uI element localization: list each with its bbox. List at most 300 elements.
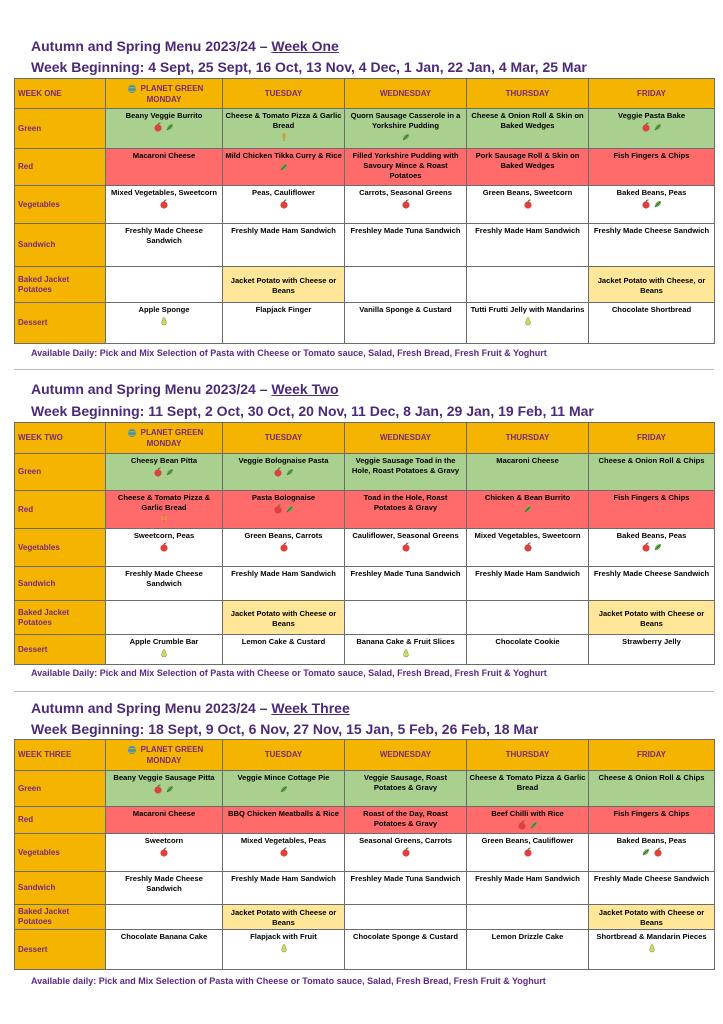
day-header-tuesday: [223, 423, 345, 454]
dish-name: Shortbread & Mandarin Pieces: [596, 932, 707, 941]
dish-name: [108, 916, 220, 918]
menu-row-baked-jacket-potatoes: [15, 905, 715, 930]
menu-cell: [589, 109, 715, 149]
dish-name: Cheese & Tomato Pizza & Garlic Bread: [225, 111, 342, 130]
menu-row-baked-jacket-potatoes: [15, 267, 715, 303]
menu-cell: [467, 529, 589, 567]
dish-name: Toad in the Hole, Roast Potatoes & Gravy: [363, 493, 448, 512]
menu-cell: [106, 930, 223, 970]
dish-name: Jacket Potato with Cheese or Beans: [598, 608, 705, 628]
available-daily-note: Available daily: Pick and Mix Selection of Pasta with Cheese or Tomato sauce, Salad, Fresh Bread, Fresh Fruit & Yoghurt: [31, 976, 546, 986]
dish-name: Lemon Cake & Custard: [241, 637, 326, 646]
menu-cell: [589, 905, 715, 930]
menu-cell: [106, 454, 223, 491]
apple-icon: [523, 847, 533, 857]
leaf-icon: [401, 132, 411, 142]
apple-icon: [153, 784, 163, 794]
week-name: Week Three: [271, 700, 350, 716]
dish-name: Freshly Made Ham Sandwich: [231, 874, 336, 883]
dietary-icons: [108, 199, 220, 209]
menu-cell: [223, 149, 345, 186]
header-label: WEDNESDAY: [379, 750, 432, 759]
dish-name: Freshly Made Cheese Sandwich: [593, 874, 710, 883]
menu-row-green: [15, 454, 715, 491]
dietary-icons: [108, 467, 220, 477]
day-header-planet-green-monday: [106, 79, 223, 109]
menu-cell: [467, 186, 589, 224]
menu-row-green: [15, 771, 715, 807]
menu-cell: [467, 807, 589, 834]
row-label: Green: [15, 109, 106, 149]
row-label: Vegetables: [15, 186, 106, 224]
dish-name: Cheese & Onion Roll & Skin on Baked Wedges: [471, 111, 584, 130]
menu-cell: [223, 303, 345, 344]
header-label: THURSDAY: [505, 433, 550, 442]
dietary-icons: [108, 648, 220, 658]
dietary-icons: [469, 542, 586, 552]
menu-title: Autumn and Spring Menu 2023/24 –: [31, 700, 272, 716]
apple-icon: [159, 847, 169, 857]
dish-name: Freshly Made Cheese Sandwich: [593, 569, 710, 578]
menu-cell: [106, 872, 223, 905]
menu-row-sandwich: [15, 224, 715, 267]
menu-cell: [589, 454, 715, 491]
apple-icon: [523, 542, 533, 552]
dish-name: Cheese & Onion Roll & Chips: [598, 456, 705, 465]
menu-cell: [106, 567, 223, 601]
day-header-tuesday: [223, 740, 345, 771]
leaf-icon: [653, 122, 663, 132]
week-title: [31, 700, 350, 716]
dish-name: Cheesy Bean Pitta: [130, 456, 198, 465]
menu-title: Autumn and Spring Menu 2023/24 –: [31, 38, 272, 54]
dietary-icons: [225, 162, 342, 172]
menu-cell: [106, 529, 223, 567]
week-title: [31, 381, 339, 397]
menu-row-red: [15, 807, 715, 834]
dish-name: Tutti Frutti Jelly with Mandarins: [470, 305, 585, 314]
menu-cell: [106, 303, 223, 344]
row-label: Green: [15, 454, 106, 491]
menu-cell: [106, 109, 223, 149]
row-label: Dessert: [15, 930, 106, 970]
dish-name: [469, 284, 586, 286]
dietary-icons: [469, 847, 586, 857]
divider: [14, 369, 714, 370]
day-header-wednesday: [345, 79, 467, 109]
menu-cell: [589, 267, 715, 303]
menu-row-vegetables: [15, 529, 715, 567]
leaf-icon: [653, 542, 663, 552]
day-header-wednesday: [345, 740, 467, 771]
dish-name: Seasonal Greens, Carrots: [359, 836, 452, 845]
dietary-icons: [591, 847, 712, 857]
dish-name: Baked Beans, Peas: [616, 188, 687, 197]
dish-name: Mild Chicken Tikka Curry & Rice: [225, 151, 342, 160]
menu-cell: [345, 930, 467, 970]
menu-row-sandwich: [15, 567, 715, 601]
dietary-icons: [108, 514, 220, 524]
menu-cell: [589, 872, 715, 905]
dish-name: Freshly Made Cheese Sandwich: [593, 226, 710, 235]
leaf-icon: [279, 162, 289, 172]
menu-cell: [345, 267, 467, 303]
menu-cell: [106, 186, 223, 224]
dietary-icons: [347, 542, 464, 552]
menu-cell: [467, 872, 589, 905]
menu-cell: [345, 303, 467, 344]
menu-cell: [467, 267, 589, 303]
menu-row-vegetables: [15, 186, 715, 224]
menu-cell: [467, 567, 589, 601]
menu-cell: [223, 224, 345, 267]
dish-name: Quorn Sausage Casserole in a Yorkshire Pudding: [350, 111, 461, 130]
menu-row-vegetables: [15, 834, 715, 872]
dish-name: Banana Cake & Fruit Slices: [356, 637, 455, 646]
menu-cell: [223, 109, 345, 149]
dish-name: Sweetcorn: [144, 836, 184, 845]
dish-name: Freshly Made Ham Sandwich: [231, 226, 336, 235]
week-label: [15, 423, 106, 454]
dish-name: Veggie Bolognaise Pasta: [238, 456, 329, 465]
apple-icon: [279, 199, 289, 209]
dish-name: Flapjack Finger: [255, 305, 312, 314]
week-name: Week One: [271, 38, 339, 54]
dish-name: Carrots, Seasonal Greens: [359, 188, 452, 197]
menu-row-red: [15, 491, 715, 529]
menu-cell: [589, 149, 715, 186]
leaf-icon: [653, 199, 663, 209]
menu-cell: [345, 491, 467, 529]
menu-title: Autumn and Spring Menu 2023/24 –: [31, 381, 272, 397]
dietary-icons: [225, 467, 342, 477]
header-label: THURSDAY: [505, 750, 550, 759]
week-label: [15, 740, 106, 771]
menu-cell: [223, 771, 345, 807]
header-label: WEDNESDAY: [379, 433, 432, 442]
dish-name: Green Beans, Cauliflower: [481, 836, 574, 845]
apple-icon: [159, 199, 169, 209]
dietary-icons: [108, 316, 220, 326]
dish-name: Chocolate Shortbread: [611, 305, 692, 314]
dish-name: Jacket Potato with Cheese or Beans: [230, 275, 337, 295]
dietary-icons: [591, 199, 712, 209]
dietary-icons: [469, 316, 586, 326]
menu-cell: [345, 149, 467, 186]
dietary-icons: [469, 199, 586, 209]
menu-cell: [345, 567, 467, 601]
menu-cell: [223, 930, 345, 970]
leaf-icon: [529, 820, 539, 830]
dish-name: Freshley Made Tuna Sandwich: [350, 226, 461, 235]
day-header-friday: [589, 79, 715, 109]
dish-name: Fish Fingers & Chips: [613, 809, 690, 818]
pear-icon: [523, 316, 533, 326]
menu-row-baked-jacket-potatoes: [15, 601, 715, 635]
dish-name: Veggie Mince Cottage Pie: [237, 773, 330, 782]
dish-name: BBQ Chicken Meatballs & Rice: [228, 809, 339, 818]
menu-cell: [345, 635, 467, 665]
menu-row-green: [15, 109, 715, 149]
pear-icon: [159, 648, 169, 658]
row-label: Sandwich: [15, 567, 106, 601]
menu-cell: [223, 905, 345, 930]
dish-name: Chocolate Banana Cake: [120, 932, 208, 941]
menu-cell: [345, 224, 467, 267]
menu-cell: [345, 454, 467, 491]
day-header-planet-green-monday: [106, 740, 223, 771]
row-label: Sandwich: [15, 872, 106, 905]
dish-name: Cauliflower, Seasonal Greens: [352, 531, 459, 540]
dish-name: Mixed Vegetables, Sweetcorn: [474, 531, 581, 540]
leaf-icon: [641, 847, 651, 857]
menu-cell: [106, 807, 223, 834]
header-label: WEEK THREE: [18, 750, 72, 759]
apple-icon: [523, 199, 533, 209]
leaf-icon: [285, 467, 295, 477]
planet-icon: [125, 427, 139, 439]
menu-cell: [106, 601, 223, 635]
pear-icon: [401, 648, 411, 658]
apple-icon: [653, 847, 663, 857]
header-label: TUESDAY: [264, 433, 303, 442]
dietary-icons: [469, 820, 586, 830]
header-label: TUESDAY: [264, 88, 303, 98]
wheat-icon: [279, 132, 289, 142]
menu-cell: [467, 905, 589, 930]
row-label: Vegetables: [15, 529, 106, 567]
dish-name: Mixed Vegetables, Peas: [240, 836, 327, 845]
header-label: PLANET GREEN MONDAY: [140, 83, 204, 104]
leaf-icon: [165, 467, 175, 477]
apple-icon: [517, 820, 527, 830]
dish-name: Veggie Pasta Bake: [617, 111, 686, 120]
dietary-icons: [225, 542, 342, 552]
row-label: Dessert: [15, 635, 106, 665]
week-label: [15, 79, 106, 109]
row-label: Red: [15, 491, 106, 529]
menu-cell: [589, 807, 715, 834]
day-header-friday: [589, 423, 715, 454]
dish-name: [469, 916, 586, 918]
dish-name: Apple Sponge: [138, 305, 190, 314]
header-label: WEEK TWO: [18, 433, 63, 442]
dish-name: [347, 617, 464, 619]
week-beginning: Week Beginning: 18 Sept, 9 Oct, 6 Nov, 27 Nov, 15 Jan, 5 Feb, 26 Feb, 18 Mar: [31, 721, 539, 737]
dietary-icons: [591, 943, 712, 953]
menu-cell: [223, 872, 345, 905]
dish-name: Chocolate Cookie: [495, 637, 560, 646]
dish-name: Jacket Potato with Cheese or Beans: [230, 608, 337, 628]
dish-name: Cheese & Tomato Pizza & Garlic Bread: [469, 773, 586, 792]
dish-name: Freshley Made Tuna Sandwich: [350, 874, 461, 883]
menu-cell: [223, 454, 345, 491]
menu-cell: [223, 807, 345, 834]
apple-icon: [153, 122, 163, 132]
row-label: Red: [15, 149, 106, 186]
dish-name: Cheese & Tomato Pizza & Garlic Bread: [117, 493, 211, 512]
leaf-icon: [165, 784, 175, 794]
dish-name: Fish Fingers & Chips: [613, 493, 690, 502]
menu-cell: [589, 930, 715, 970]
day-header-thursday: [467, 423, 589, 454]
week-name: Week Two: [271, 381, 339, 397]
menu-cell: [223, 529, 345, 567]
available-daily-note: Available Daily: Pick and Mix Selection of Pasta with Cheese or Tomato sauce, Salad, Fresh Bread, Fresh Fruit & Yoghurt: [31, 668, 547, 678]
dish-name: Lemon Drizzle Cake: [491, 932, 564, 941]
menu-cell: [589, 567, 715, 601]
menu-cell: [345, 109, 467, 149]
menu-cell: [106, 635, 223, 665]
dish-name: Baked Beans, Peas: [616, 531, 687, 540]
apple-icon: [401, 542, 411, 552]
week-beginning: Week Beginning: 11 Sept, 2 Oct, 30 Oct, 20 Nov, 11 Dec, 8 Jan, 29 Jan, 19 Feb, 11 Mar: [31, 403, 594, 419]
dish-name: Jacket Potato with Cheese, or Beans: [597, 275, 706, 295]
menu-cell: [106, 905, 223, 930]
menu-row-dessert: [15, 303, 715, 344]
header-label: PLANET GREEN MONDAY: [140, 428, 204, 448]
day-header-planet-green-monday: [106, 423, 223, 454]
dietary-icons: [225, 504, 342, 514]
menu-cell: [106, 771, 223, 807]
menu-cell: [106, 149, 223, 186]
menu-row-dessert: [15, 930, 715, 970]
dietary-icons: [347, 648, 464, 658]
dish-name: Strawberry Jelly: [622, 637, 681, 646]
dish-name: Green Beans, Carrots: [244, 531, 323, 540]
menu-cell: [345, 186, 467, 224]
menu-cell: [345, 601, 467, 635]
menu-cell: [467, 834, 589, 872]
planet-icon: [125, 83, 139, 95]
dish-name: [347, 916, 464, 918]
dish-name: Fish Fingers & Chips: [613, 151, 690, 160]
apple-icon: [153, 467, 163, 477]
menu-cell: [589, 529, 715, 567]
menu-cell: [467, 303, 589, 344]
dietary-icons: [108, 847, 220, 857]
day-header-thursday: [467, 740, 589, 771]
menu-cell: [223, 601, 345, 635]
dish-name: Freshly Made Ham Sandwich: [475, 226, 580, 235]
dish-name: Jacket Potato with Cheese or Beans: [230, 908, 337, 927]
dietary-icons: [225, 784, 342, 794]
menu-cell: [345, 834, 467, 872]
dish-name: [108, 617, 220, 619]
dish-name: Pasta Bolognaise: [251, 493, 316, 502]
available-daily-note: Available Daily: Pick and Mix Selection of Pasta with Cheese or Tomato sauce, Salad, Fresh Bread, Fresh Fruit & Yoghurt: [31, 348, 547, 358]
menu-cell: [589, 834, 715, 872]
planet-icon: [125, 744, 139, 756]
menu-table: [14, 739, 715, 970]
menu-cell: [589, 303, 715, 344]
dish-name: Vanilla Sponge & Custard: [359, 305, 452, 314]
dish-name: Green Beans, Sweetcorn: [482, 188, 573, 197]
week-beginning: Week Beginning: 4 Sept, 25 Sept, 16 Oct, 13 Nov, 4 Dec, 1 Jan, 22 Jan, 4 Mar, 25 Mar: [31, 59, 587, 75]
menu-cell: [467, 635, 589, 665]
pear-icon: [159, 316, 169, 326]
header-label: WEDNESDAY: [379, 88, 432, 98]
dietary-icons: [108, 542, 220, 552]
dish-name: Freshly Made Ham Sandwich: [475, 874, 580, 883]
pear-icon: [647, 943, 657, 953]
row-label: Green: [15, 771, 106, 807]
pear-icon: [279, 943, 289, 953]
dish-name: Veggie Sausage Toad in the Hole, Roast Potatoes & Gravy: [351, 456, 460, 475]
header-label: TUESDAY: [264, 750, 303, 759]
menu-cell: [223, 635, 345, 665]
dish-name: Macaroni Cheese: [132, 809, 196, 818]
menu-cell: [106, 267, 223, 303]
apple-icon: [279, 847, 289, 857]
menu-cell: [589, 224, 715, 267]
menu-cell: [223, 834, 345, 872]
menu-cell: [589, 186, 715, 224]
dish-name: Freshly Made Cheese Sandwich: [125, 569, 203, 588]
apple-icon: [401, 199, 411, 209]
leaf-icon: [285, 504, 295, 514]
apple-icon: [641, 199, 651, 209]
apple-icon: [159, 542, 169, 552]
dietary-icons: [225, 943, 342, 953]
apple-icon: [273, 504, 283, 514]
wheat-icon: [159, 514, 169, 524]
menu-cell: [345, 872, 467, 905]
header-label: FRIDAY: [636, 750, 667, 759]
dish-name: Roast of the Day, Roast Potatoes & Gravy: [363, 809, 448, 828]
apple-icon: [641, 542, 651, 552]
dish-name: Pork Sausage Roll & Skin on Baked Wedges: [475, 151, 580, 170]
menu-cell: [223, 491, 345, 529]
dietary-icons: [591, 542, 712, 552]
menu-table: [14, 78, 715, 344]
apple-icon: [641, 122, 651, 132]
day-header-friday: [589, 740, 715, 771]
menu-cell: [223, 186, 345, 224]
row-label: Dessert: [15, 303, 106, 344]
week-title: [31, 38, 339, 54]
dish-name: Jacket Potato with Cheese or Beans: [598, 908, 705, 927]
dish-name: Baked Beans, Peas: [616, 836, 687, 845]
menu-cell: [589, 635, 715, 665]
dish-name: [108, 284, 220, 286]
header-label: THURSDAY: [505, 88, 550, 98]
dish-name: Beany Veggie Sausage Pitta: [113, 773, 215, 782]
dish-name: Filled Yorkshire Pudding with Savoury Mince & Roast Potatoes: [352, 151, 459, 180]
day-header-thursday: [467, 79, 589, 109]
menu-cell: [589, 601, 715, 635]
dietary-icons: [347, 132, 464, 142]
menu-cell: [467, 601, 589, 635]
leaf-icon: [165, 122, 175, 132]
dish-name: Veggie Sausage, Roast Potatoes & Gravy: [363, 773, 448, 792]
dish-name: Freshly Made Cheese Sandwich: [125, 874, 203, 893]
day-header-tuesday: [223, 79, 345, 109]
dietary-icons: [469, 504, 586, 514]
menu-cell: [345, 771, 467, 807]
menu-cell: [467, 109, 589, 149]
dietary-icons: [108, 122, 220, 132]
leaf-icon: [523, 504, 533, 514]
dish-name: [347, 284, 464, 286]
menu-cell: [345, 807, 467, 834]
dish-name: Chocolate Sponge & Custard: [352, 932, 459, 941]
menu-row-red: [15, 149, 715, 186]
dietary-icons: [347, 199, 464, 209]
row-label: Baked Jacket Potatoes: [15, 601, 106, 635]
row-label: Red: [15, 807, 106, 834]
dish-name: Freshley Made Tuna Sandwich: [350, 569, 461, 578]
